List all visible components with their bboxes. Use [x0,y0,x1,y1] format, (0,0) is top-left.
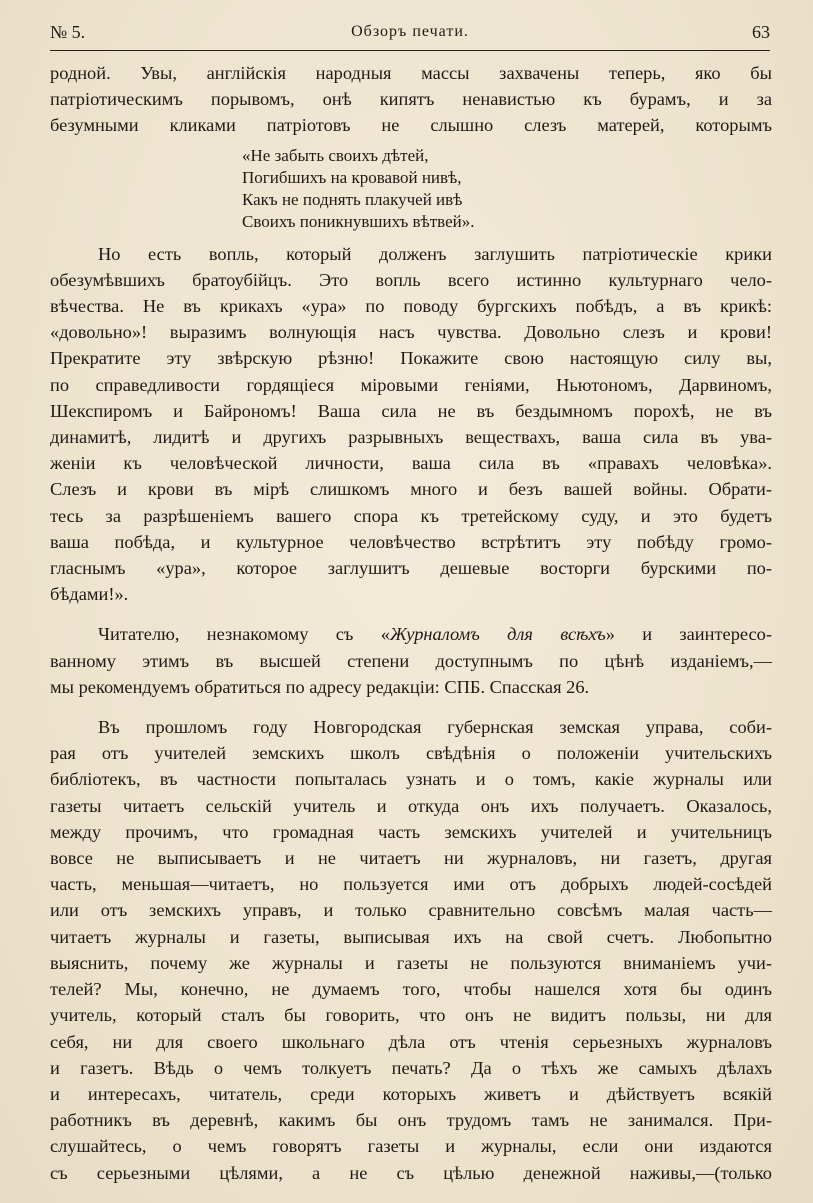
paragraph-3 [50,621,772,700]
text-line: родной. Увы, англійскія народныя массы захвачены теперь, яко бы [50,63,772,83]
text-line: или отъ земскихъ управъ, и только сравнительно совсѣмъ малая часть— [50,900,772,921]
text-run: » и заинтересо- [605,624,772,645]
text-line: газеты читаетъ сельскій учитель и откуда онъ ихъ получаетъ. Оказалось, [50,795,772,816]
text-line: часть, меньшая—читаетъ, но пользуется ими отъ добрыхъ людей-сосѣдей [50,874,772,895]
text-line: выяснить, почему же журналы и газеты не пользуются вниманіемъ учи- [50,952,772,973]
page-number: 63 [752,22,770,42]
issue-number: № 5. [50,22,86,42]
text-line: бѣдами!». [50,584,129,605]
text-line: ванному этимъ въ высшей степени доступнымъ по цѣнѣ изданіемъ,— [50,650,772,671]
text-line: тесь за разрѣшеніемъ вашего спора къ третейскому суду, и это будетъ [50,505,772,526]
text-line: ваша побѣда, и культурное человѣчество встрѣтитъ эту побѣду громо- [50,531,772,552]
text-line: читаетъ журналы и газеты, выписывая ихъ на свой счетъ. Любопытно [50,926,772,947]
paragraph-1 [50,60,772,139]
text-line: и газетъ. Вѣдь о чемъ толкуетъ печать? Да о тѣхъ же самыхъ дѣлахъ [50,1057,772,1078]
text-line: гласнымъ «ура», которое заглушитъ дешевые восторги бурскими по- [50,558,772,579]
text-line: Слезъ и крови въ мірѣ слишкомъ много и безъ вашей войны. Обрати- [50,479,772,500]
verse-quote [242,145,772,233]
text-line: женіи къ человѣческой личности, ваша сила въ «правахъ человѣка». [50,453,772,474]
text-line: динамитѣ, лидитѣ и другихъ разрывныхъ веществахъ, ваша сила въ ува- [50,427,772,448]
text-line: по справедливости гордящіеся міровыми геніями, Ньютономъ, Дарвиномъ, [50,374,772,395]
text-line: Шекспиромъ и Байрономъ! Ваша сила не въ бездымномъ порохѣ, не въ [50,400,772,421]
text-line: безумными кликами патріотовъ не слышно слезъ матерей, которымъ [50,115,772,136]
text-line: библіотекъ, въ частности попыталась узнать и о томъ, какіе журналы или [50,769,772,790]
text-line: патріотическимъ порывомъ, онѣ кипятъ ненавистью къ бурамъ, и за [50,89,772,110]
text-line: Прекратите эту звѣрскую рѣзню! Покажите свою настоящую силу вы, [50,348,772,369]
text-line: работникъ въ деревнѣ, какимъ бы онъ трудомъ тамъ не занимался. При- [50,1110,772,1131]
header-rule [50,50,770,51]
running-header [50,20,770,48]
text-line: себя, ни для своего школьнаго дѣла отъ чтенія серьезныхъ журналовъ [50,1031,772,1052]
text-line [50,621,772,647]
text-line: между прочимъ, что громадная часть земскихъ учителей и учительницъ [50,821,772,842]
text-line: обезумѣвшихъ братоубійцъ. Это вопль всего истинно культурнаго чело- [50,269,772,290]
text-line: Въ прошломъ году Новгородская губернская земская управа, соби- [98,717,772,738]
text-line: рая отъ учителей земскихъ школъ свѣдѣнія о положеніи учительскихъ [50,743,772,764]
text-run: Читателю, незнакомому съ « [98,624,390,645]
text-line: вѣчества. Не въ крикахъ «ура» по поводу бургскихъ побѣдъ, а въ крикѣ: [50,296,772,317]
text-line: Но есть вопль, который долженъ заглушить патріотическіе крики [98,243,772,264]
paragraph-2 [50,241,772,608]
text-line: слушайтесь, о чемъ говорятъ газеты и журналы, если они издаются [50,1136,772,1157]
paragraph-4 [50,714,772,1186]
verse-line: Погибшихъ на кровавой нивѣ, [242,167,462,187]
text-line: вовсе не выписываетъ и не читаетъ ни журналовъ, ни газетъ, другая [50,848,772,869]
journal-title: Журналомъ для всѣхъ [389,624,606,645]
verse-line: «Не забыть своихъ дѣтей, [242,145,429,165]
verse-line: Своихъ поникнувшихъ вѣтвей». [242,211,475,231]
section-title: Обзоръ печати. [351,23,469,40]
text-line: телей? Мы, конечно, не думаемъ того, чтобы нашелся хотя бы одинъ [50,979,772,1000]
text-line: мы рекомендуемъ обратиться по адресу редакціи: СПБ. Спасская 26. [50,676,590,697]
text-line: «довольно»! выразимъ волнующія насъ чувства. Довольно слезъ и крови! [50,322,772,343]
text-line: съ серьезными цѣлями, а не съ цѣлью денежной наживы,—(только [50,1162,772,1183]
text-line: учитель, который сталъ бы говорить, что онъ не видитъ пользы, ни для [50,1005,772,1026]
text-line: и интересахъ, читатель, среди которыхъ живетъ и дѣйствуетъ всякій [50,1083,772,1104]
verse-line: Какъ не поднять плакучей ивѣ [242,189,463,209]
article-body [50,60,772,1186]
